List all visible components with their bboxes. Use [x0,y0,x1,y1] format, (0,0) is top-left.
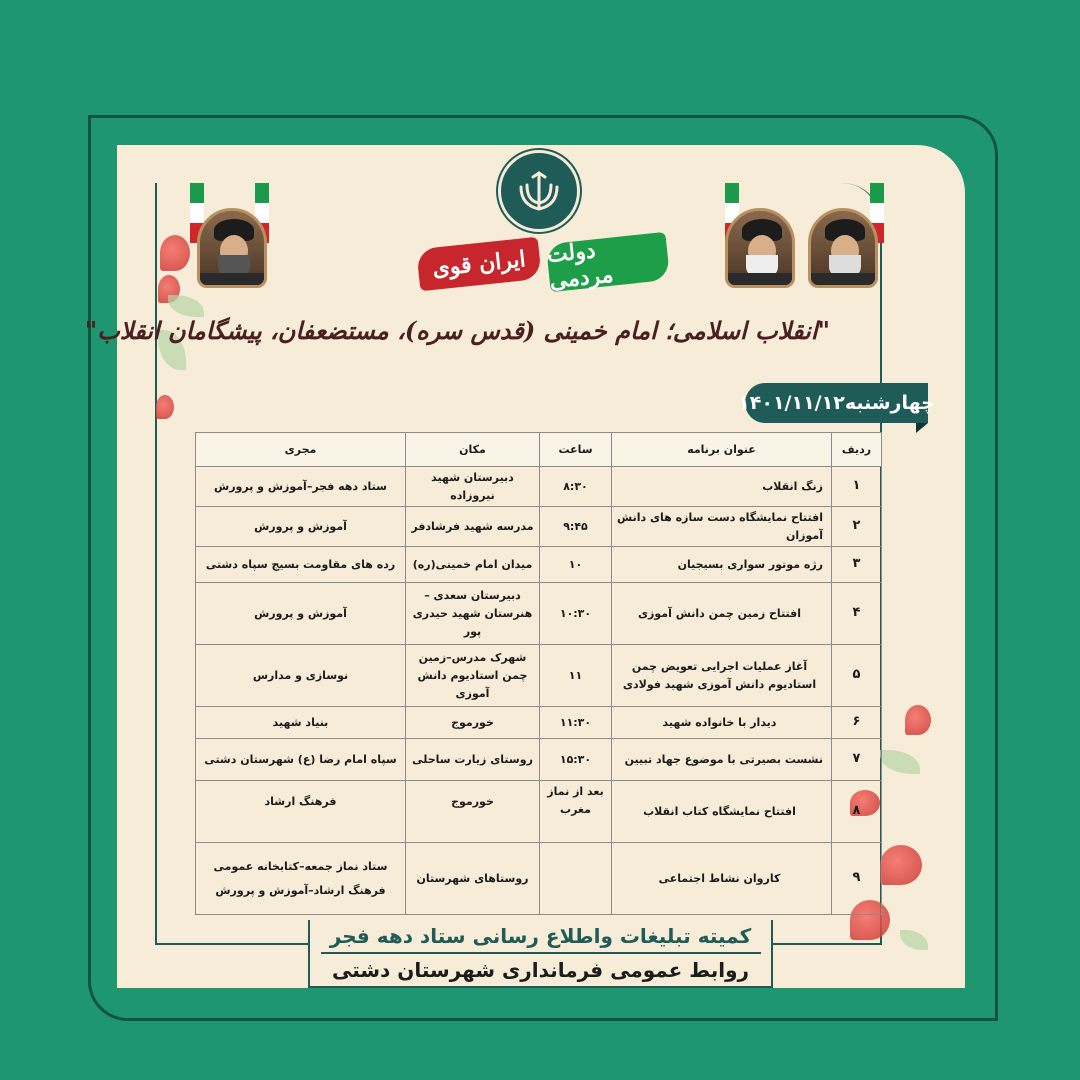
cell-place: دبیرستان سعدی – هنرستان شهید حیدری پور [406,583,540,645]
cell-row-number: ۱ [832,467,882,507]
cell-place: مدرسه شهید فرشادفر [406,507,540,547]
cell-row-number: ۴ [832,583,882,645]
cell-organizer: ستاد نماز جمعه–کتابخانه عمومی فرهنگ ارشاد–آموزش و پرورش [196,843,406,915]
cell-title: آغاز عملیات اجرایی تعویض چمن استادیوم دانش آموزی شهید فولادی [612,645,832,707]
cell-time: ۱۱:۳۰ [540,707,612,739]
portrait-center-right [725,208,795,288]
cell-place: خورموج [406,707,540,739]
cell-title: نشست بصیرتی با موضوع جهاد تبیین [612,739,832,781]
cell-organizer: سپاه امام رضا (ع) شهرستان دشتی [196,739,406,781]
cell-row-number: ۳ [832,547,882,583]
table-row [196,467,882,507]
footer-credits [308,920,773,988]
header-place: مکان [406,433,540,467]
header-organizer: مجری [196,433,406,467]
cell-place: شهرک مدرس–زمین چمن استادیوم دانش آموزی [406,645,540,707]
portrait-left [197,208,267,288]
slogan: "انقلاب اسلامی؛ امام خمینی (قدس سره)، مستضعفان، پیشگامان انقلاب" [84,316,830,345]
cell-row-number: ۵ [832,645,882,707]
header-title: عنوان برنامه [612,433,832,467]
cell-row-number: ۶ [832,707,882,739]
cell-organizer: رده های مقاومت بسیج سپاه دشتی [196,547,406,583]
cell-time: ۱۰ [540,547,612,583]
cell-organizer: فرهنگ ارشاد [196,781,406,843]
cell-title: افتتاح نمایشگاه کتاب انقلاب [612,781,832,843]
cell-row-number: ۷ [832,739,882,781]
iran-ghavi-logo: ایران قوی [416,237,542,292]
cell-title: دیدار با خانواده شهید [612,707,832,739]
cell-time [540,843,612,915]
table-row [196,781,882,843]
cell-time: ۱۰:۳۰ [540,583,612,645]
header-row-number: ردیف [832,433,882,467]
cell-organizer: بنیاد شهید [196,707,406,739]
portrait-right [808,208,878,288]
cell-place: دبیرستان شهید نیروزاده [406,467,540,507]
cell-time: ۹:۴۵ [540,507,612,547]
table-row [196,645,882,707]
table-header-row [196,433,882,467]
cell-place: روستای زیارت ساحلی [406,739,540,781]
cell-time: بعد از نماز مغرب [540,781,612,843]
cell-time: ۱۵:۳۰ [540,739,612,781]
table-row [196,843,882,915]
cell-place: روستاهای شهرستان [406,843,540,915]
footer-divider [321,952,761,954]
table-row [196,547,882,583]
footer-line-2: روابط عمومی فرمانداری شهرستان دشتی [331,958,750,982]
table-row [196,739,882,781]
cell-title: رژه موتور سواری بسیجیان [612,547,832,583]
cell-title: افتتاح نمایشگاه دست سازه های دانش آموزان [612,507,832,547]
table-row [196,507,882,547]
cell-title: افتتاح زمین چمن دانش آموزی [612,583,832,645]
iran-emblem-icon [498,150,580,232]
date-label: چهارشنبه۱۴۰۱/۱۱/۱۲ [745,383,928,423]
dolat-mardomi-logo: دولت مردمی [546,232,670,292]
cell-organizer: آموزش و پرورش [196,583,406,645]
cell-title: زنگ انقلاب [612,467,832,507]
cell-organizer: آموزش و پرورش [196,507,406,547]
footer-line-1: کمیته تبلیغات واطلاع رسانی ستاد دهه فجر [329,924,752,948]
cell-row-number: ۲ [832,507,882,547]
cell-place: میدان امام خمینی(ره) [406,547,540,583]
cell-organizer: نوسازی و مدارس [196,645,406,707]
cell-time: ۸:۳۰ [540,467,612,507]
cell-row-number: ۹ [832,843,882,915]
cell-title: کاروان نشاط اجتماعی [612,843,832,915]
table-row [196,707,882,739]
cell-time: ۱۱ [540,645,612,707]
schedule-table [195,432,882,915]
cell-row-number: ۸ [832,781,882,843]
cell-place: خورموج [406,781,540,843]
cell-organizer: ستاد دهه فجر–آموزش و پرورش [196,467,406,507]
header-time: ساعت [540,433,612,467]
table-row [196,583,882,645]
